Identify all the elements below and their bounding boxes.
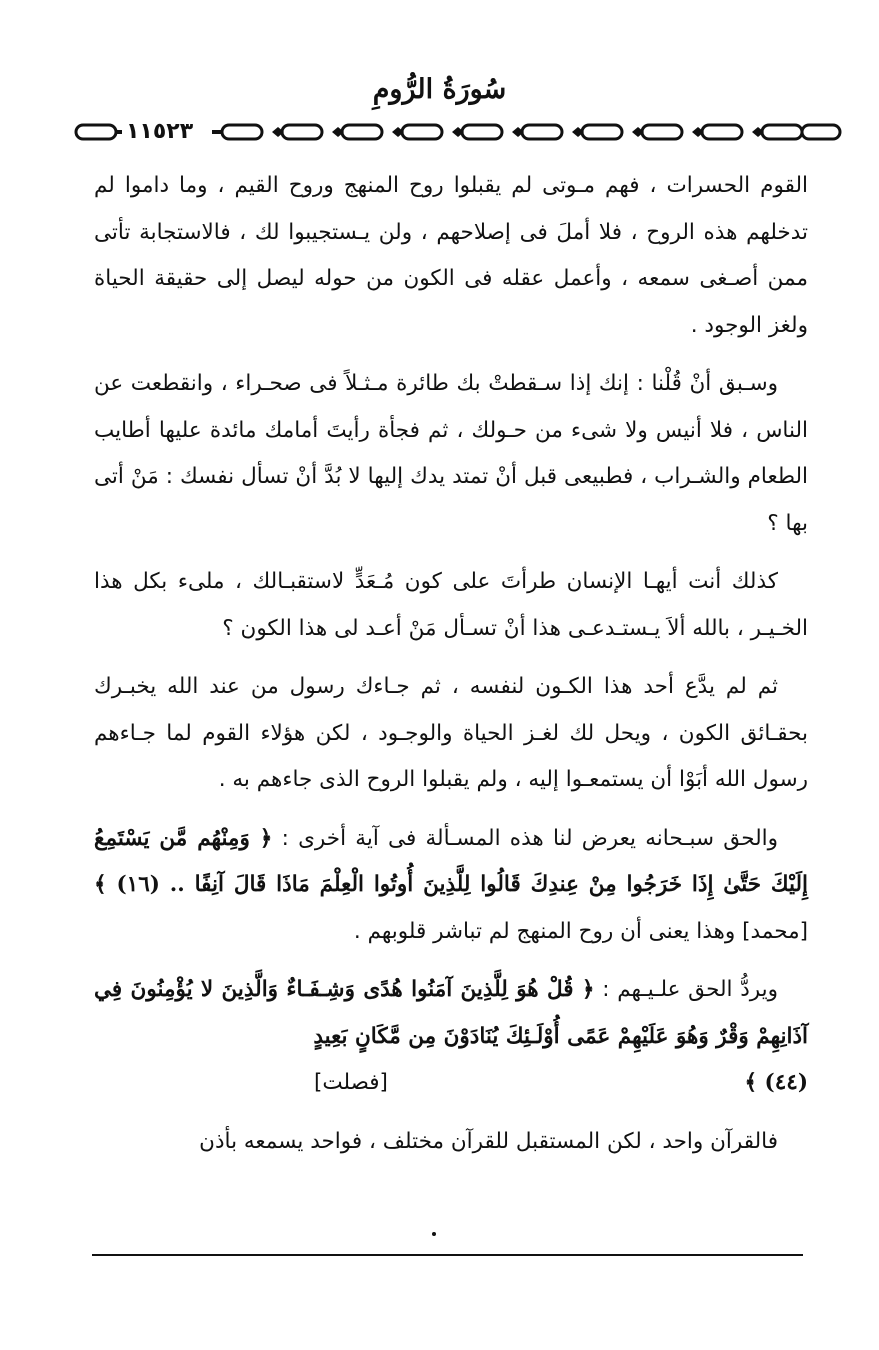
ornamental-chain-border [74,118,844,146]
footer-dot [432,1232,436,1236]
quran-verse-muhammad: ﴿ وَمِنْهُم مَّن يَسْتَمِعُ إِلَيْكَ حَتَّىٰ إِذَا خَرَجُوا مِنْ عِندِكَ قَالُوا لِلَّذِينَ أُوتُوا الْعِلْمَ مَاذَا قَالَ آنِفًا .. (١٦) ﴾ [94,825,808,897]
body-text [94,163,808,1177]
paragraph-3: كذلك أنت أيهـا الإنسان طرأتَ على كون مُـعَدٍّ لاستقبـالك ، ملىء بكل هذا الخـيـر ، بالله ألاَ يـستـدعـى هذا أنْ تسـأل مَنْ أعـد لى هذا الكون ؟ [94,569,808,641]
fussilat-verse-end-line [94,1060,808,1107]
paragraph-5 [94,816,808,956]
paragraph-1: القوم الحسرات ، فهم مـوتى لم يقبلوا روح المنهج وروح القيم ، وما داموا لم تدخلهم هذه الروح ، فلا أملَ فى إصلاحهم ، ولن يـستجيبوا لك ، فالاستجابة تأتى ممن أصـغى سمعه ، وأعمل عقله فى الكون من حوله ليصل إلى حقيقة الحياة ولغز الوجود . [94,173,808,338]
footer-rule [92,1254,803,1256]
paragraph-5-tail: وهذا يعنى أن روح المنهج لم تباشر قلوبهم . [353,918,736,944]
paragraph-6 [94,967,808,1060]
quran-verse-fussilat: ﴿ قُلْ هُوَ لِلَّذِينَ آمَنُوا هُدًى وَشِـفَـاءٌ وَالَّذِينَ لا يُؤْمِنُونَ فِي آذَانِهِمْ وَقْرٌ وَهُوَ عَلَيْهِمْ عَمًى أُوْلَـئِكَ يُنَادَوْنَ مِن مَّكَانٍ بَعِيدٍ [94,977,808,1049]
paragraph-2: وسـبق أنْ قُلْنا : إنك إذا سـقطتْ بك طائرة مـثـلاً فى صحـراء ، وانقطعت عن الناس ، فلا أنيس ولا شىء من حـولك ، ثم فجأة رأيتَ أمامك مائدة عليها أطايب الطعام والشـراب ، فطبيعى قبل أنْ تمتد يدك إليها لا بُدَّ أنْ تسأل نفسك : مَنْ أتى بها ؟ [94,371,808,536]
surah-title: سُورَةُ الرُّومِ [372,74,507,105]
paragraph-4: ثم لم يدَّع أحد هذا الكـون لنفسه ، ثم جـاءك رسول من عند الله يخبـرك بحقـائق الكون ، ويحل لك لغـز الحياة والوجـود ، لكن هؤلاء القوم لما جـاءهم رسول الله أبَوْا أن يستمعـوا إليه ، ولم يقبلوا الروح الذى جاءهم به . [94,674,808,792]
paragraph-7: فالقرآن واحد ، لكن المستقبل للقرآن مختلف ، فواحد يسمعه بأذن [199,1128,778,1154]
paragraph-6-lead: ويردُّ الحق علـيـهم : [602,977,779,1002]
verse-reference-muhammad: [محمد] [742,918,808,944]
paragraph-5-lead: والحق سبـحانه يعرض لنا هذه المسـألة فى آية أخرى : [281,825,778,851]
page-number: ١١٥٢٣ [122,118,197,146]
verse-reference-fussilat: [فصلت] [314,1070,388,1095]
verse-end-marker: (٤٤) ﴾ [744,1070,808,1095]
